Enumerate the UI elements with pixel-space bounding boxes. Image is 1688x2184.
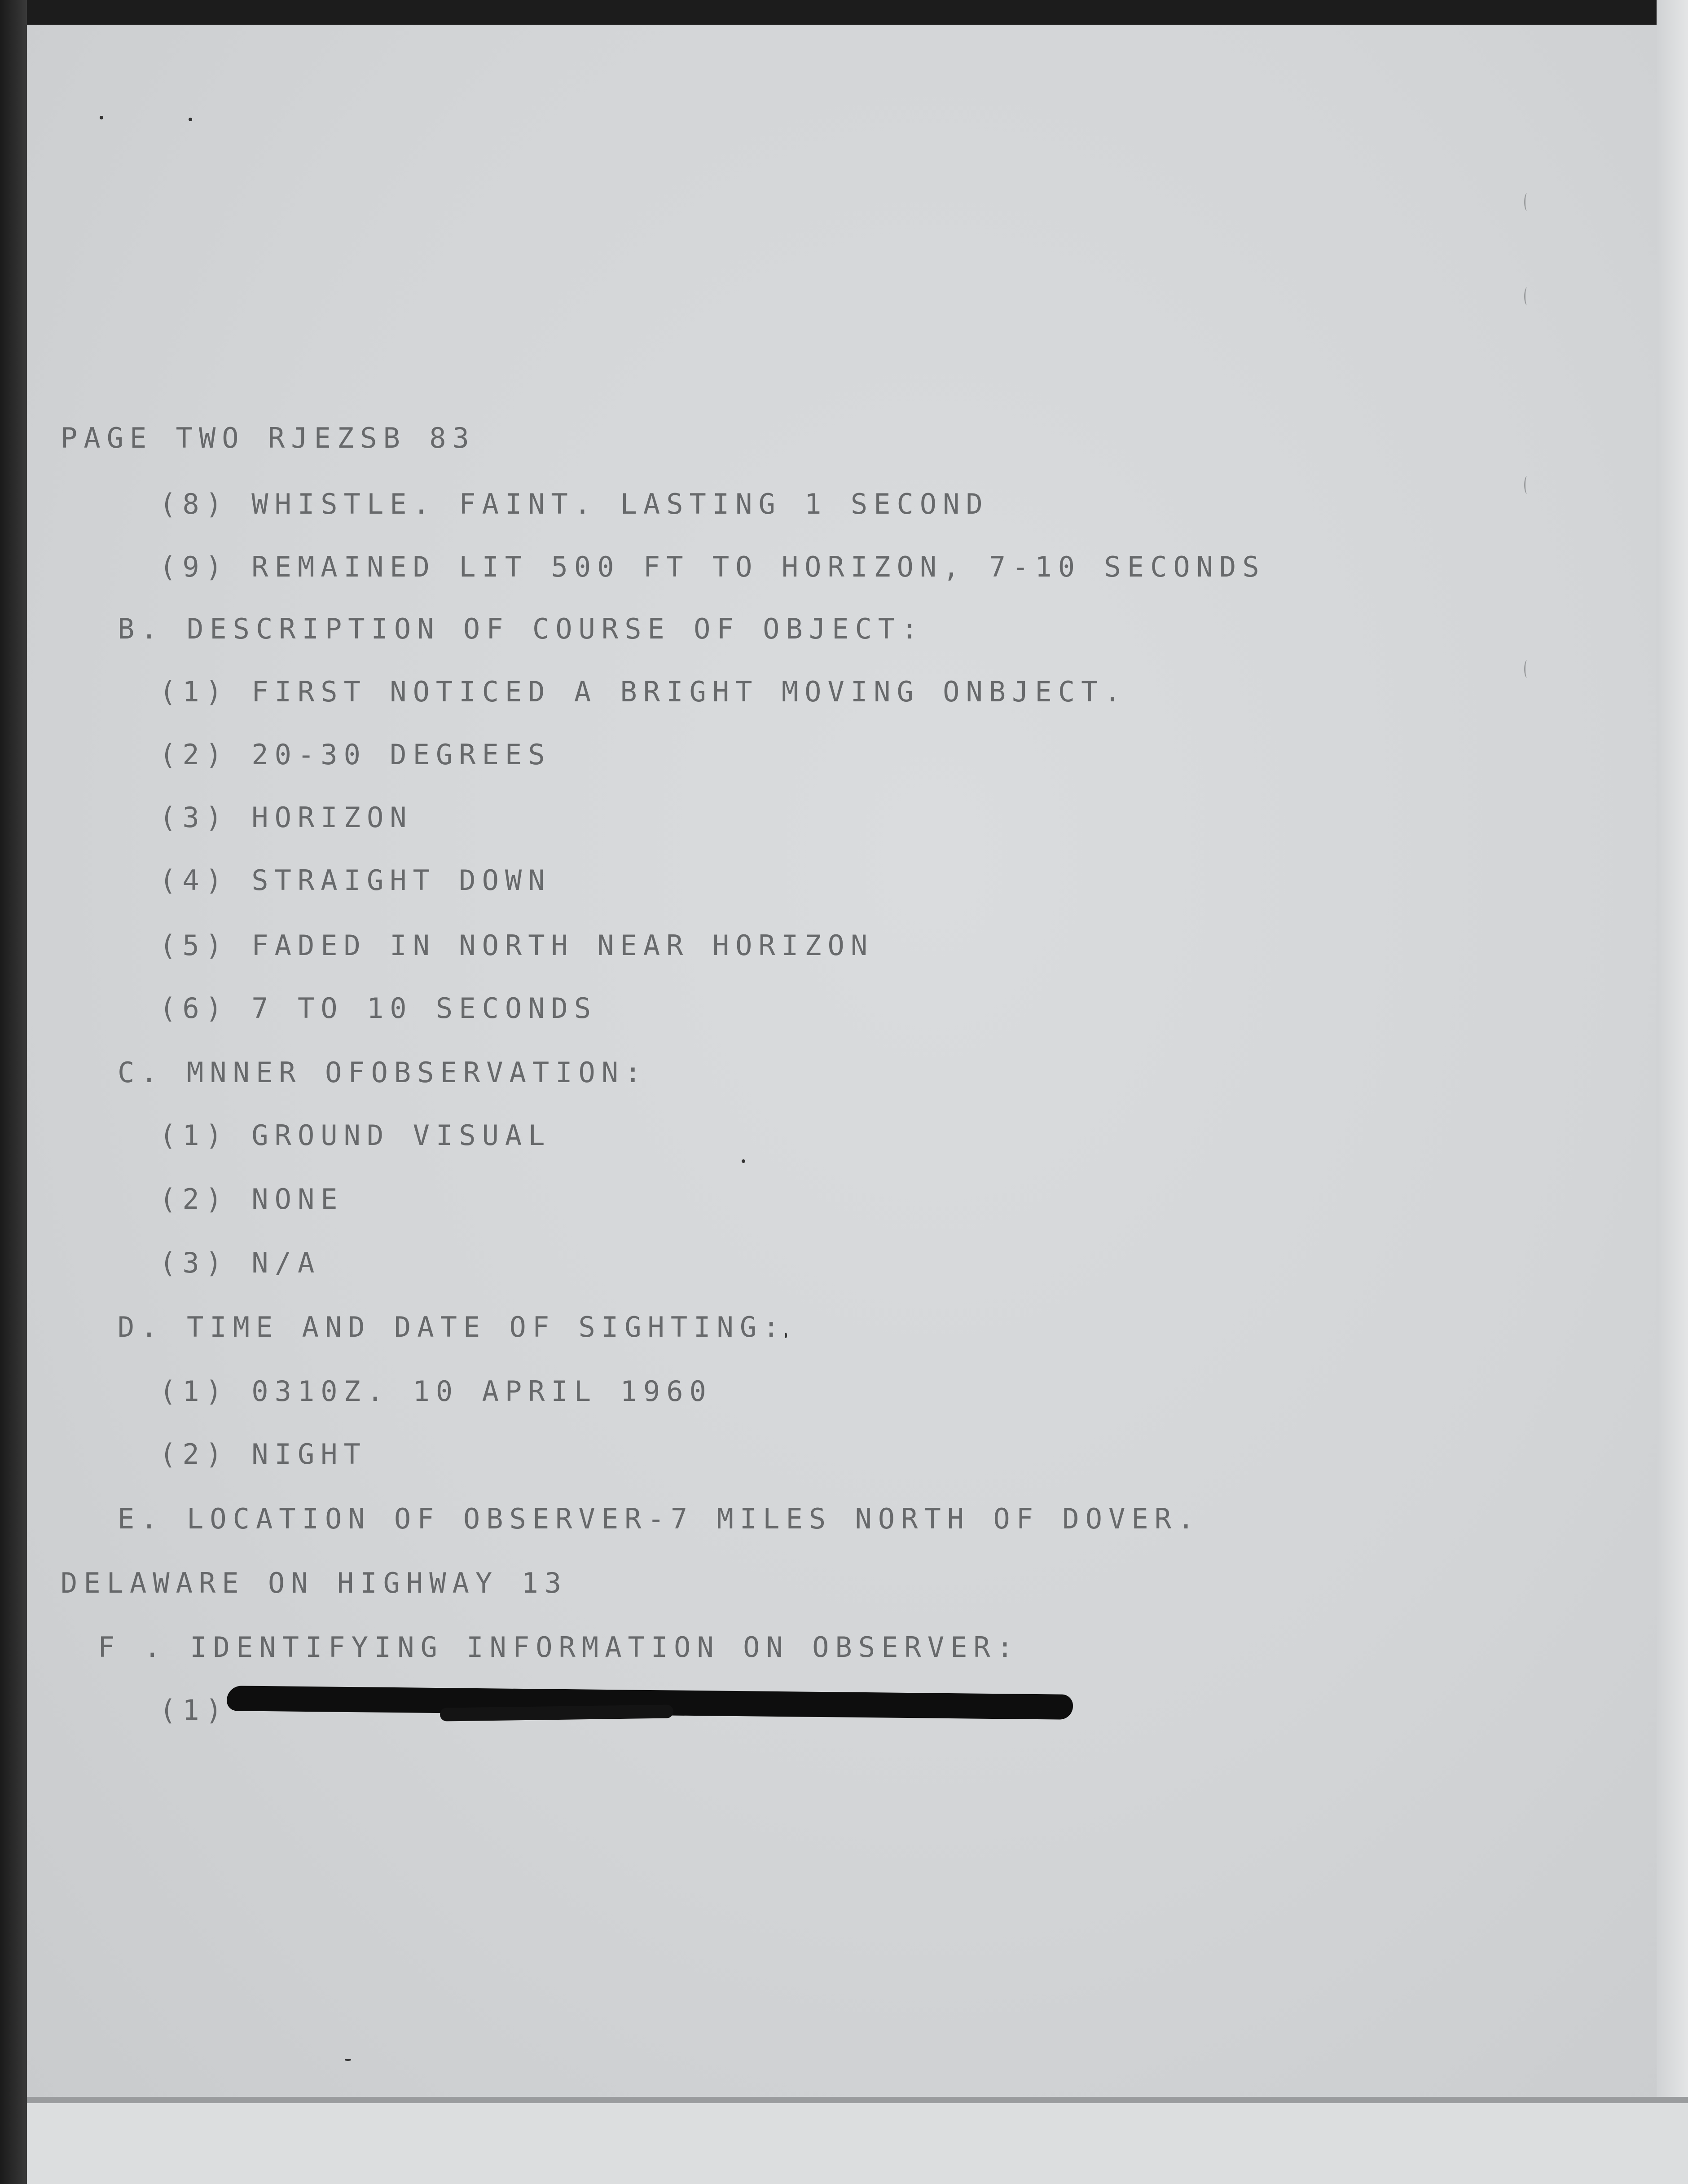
- scan-mark: [1524, 476, 1530, 494]
- scan-left-border: [0, 0, 27, 2184]
- scan-mark: [1524, 193, 1530, 211]
- item-c3: (3) N/A: [159, 1246, 321, 1279]
- scan-speck: [189, 118, 192, 121]
- item-d1: (1) 0310Z. 10 APRIL 1960: [159, 1375, 712, 1408]
- section-d-heading: D. TIME AND DATE OF SIGHTING:: [118, 1311, 786, 1343]
- scan-speck: [100, 116, 103, 119]
- section-e-continued: DELAWARE ON HIGHWAY 13: [61, 1567, 568, 1599]
- item-b1: (1) FIRST NOTICED A BRIGHT MOVING ONBJECT.: [159, 675, 1127, 708]
- scan-bottom-strip: [0, 2097, 1688, 2103]
- item-f1: (1): [159, 1694, 229, 1726]
- scan-right-border: [1657, 0, 1688, 2184]
- scan-mark: [1524, 660, 1530, 678]
- item-8-sound: (8) WHISTLE. FAINT. LASTING 1 SECOND: [159, 488, 989, 520]
- section-f-heading: F . IDENTIFYING INFORMATION ON OBSERVER:: [98, 1631, 1020, 1664]
- section-e-heading: E. LOCATION OF OBSERVER-7 MILES NORTH OF DOVER.: [118, 1502, 1201, 1535]
- item-b4: (4) STRAIGHT DOWN: [159, 864, 551, 897]
- item-b2: (2) 20-30 DEGREES: [159, 738, 551, 771]
- section-b-heading: B. DESCRIPTION OF COURSE OF OBJECT:: [118, 612, 924, 645]
- item-d2: (2) NIGHT: [159, 1438, 367, 1471]
- item-c2: (2) NONE: [159, 1183, 344, 1215]
- scan-mark: [1524, 287, 1530, 305]
- item-b3: (3) HORIZON: [159, 801, 413, 834]
- page-header: PAGE TWO RJEZSB 83: [61, 422, 475, 454]
- item-b5: (5) FADED IN NORTH NEAR HORIZON: [159, 929, 874, 962]
- scan-speck: [345, 2059, 351, 2061]
- item-9-duration: (9) REMAINED LIT 500 FT TO HORIZON, 7-10 SECONDS: [159, 550, 1266, 583]
- scan-bottom-border: [0, 2097, 1688, 2184]
- item-b6: (6) 7 TO 10 SECONDS: [159, 992, 598, 1025]
- scan-top-border: [0, 0, 1688, 27]
- section-c-heading: C. MNNER OFOBSERVATION:: [118, 1056, 648, 1089]
- item-c1: (1) GROUND VISUAL: [159, 1119, 551, 1152]
- scan-speck: [742, 1159, 745, 1163]
